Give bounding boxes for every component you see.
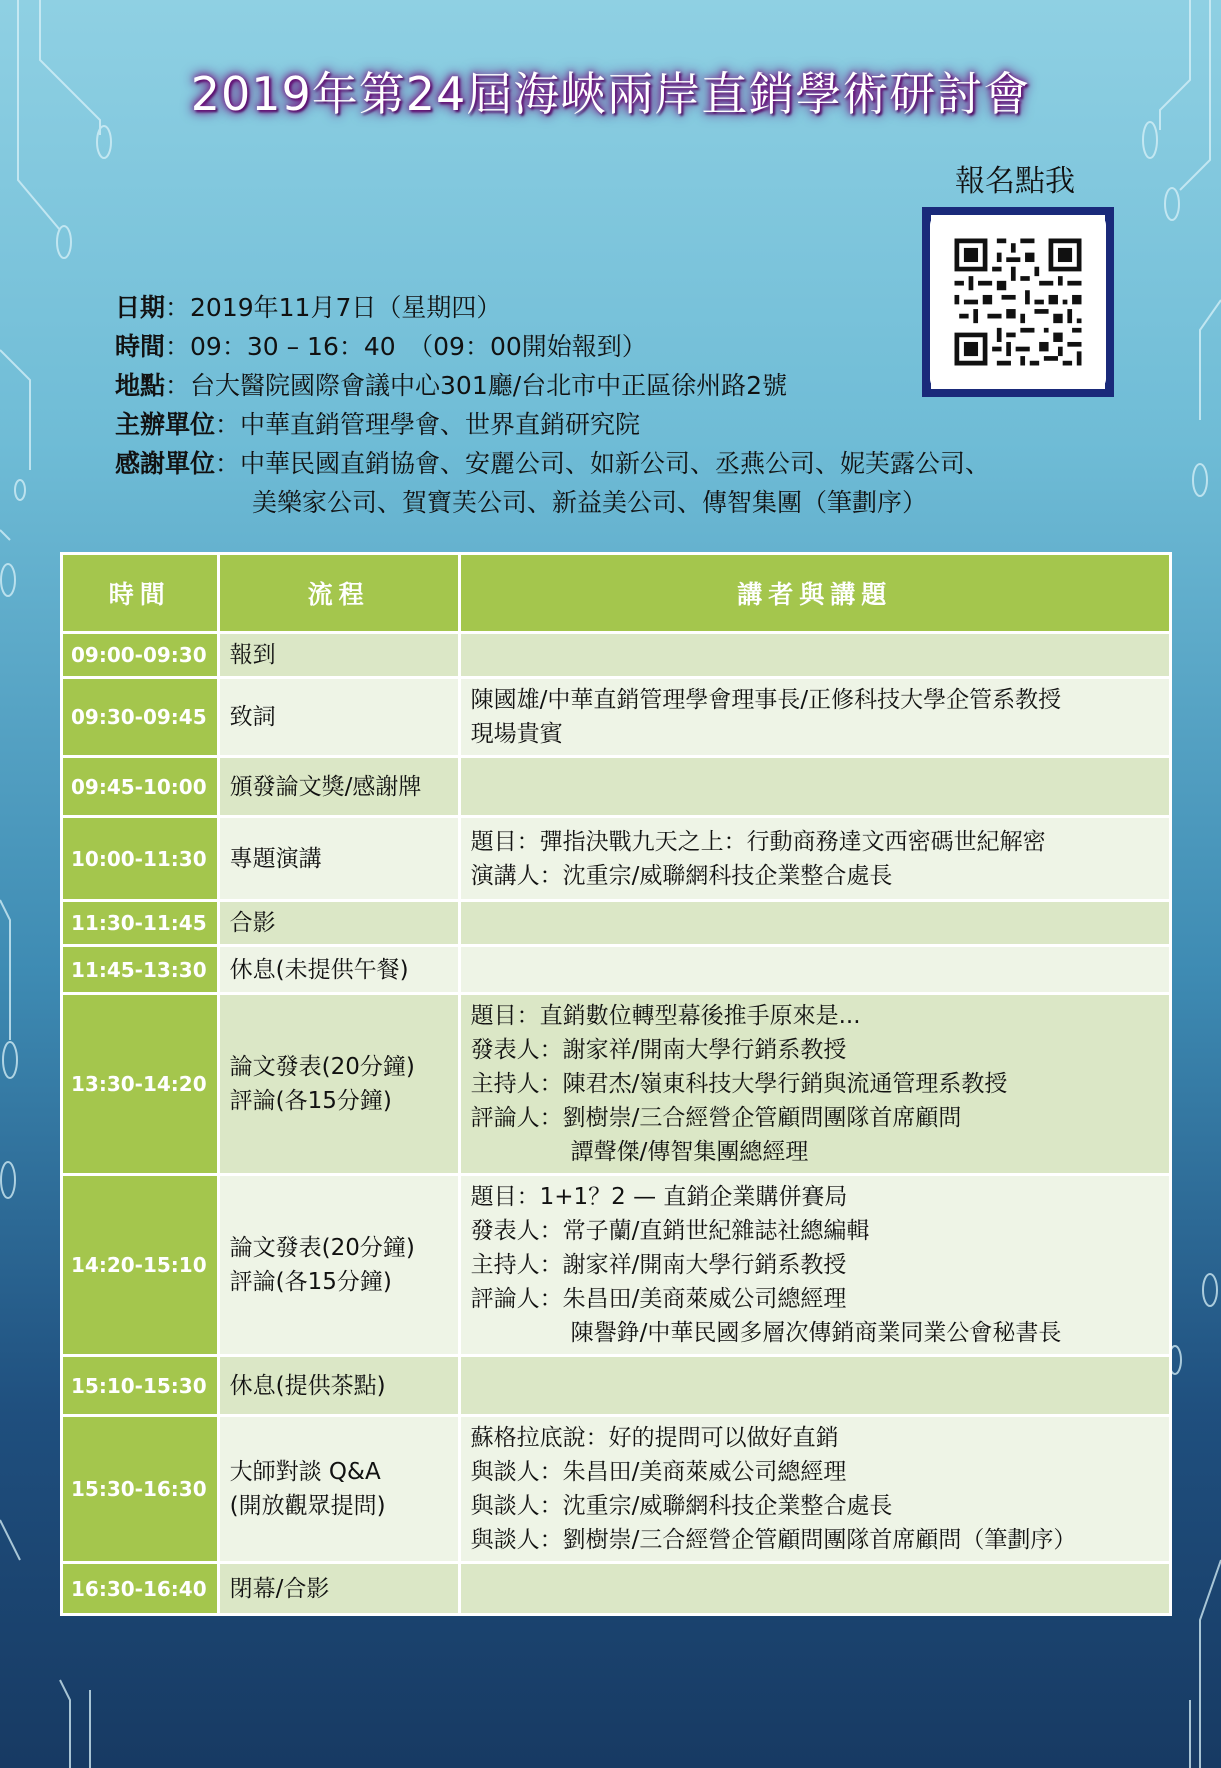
flow-line: 合影 <box>229 910 276 936</box>
venue-label: 地點 <box>115 371 166 400</box>
desc-line: 主持人：謝家祥/開南大學行銷系教授 <box>470 1252 847 1278</box>
header-speaker-topic: 講者與講題 <box>459 554 1170 633</box>
register-label[interactable]: 報名點我 <box>955 164 1075 199</box>
row-flow <box>218 901 459 946</box>
header-time: 時間 <box>62 554 219 633</box>
row-flow <box>218 757 459 817</box>
row-time: 15:10-15:30 <box>62 1356 219 1416</box>
row-flow <box>218 678 459 757</box>
row-time: 10:00-11:30 <box>62 817 219 901</box>
row-time: 15:30-16:30 <box>62 1416 219 1563</box>
table-row <box>62 678 1171 757</box>
row-flow <box>218 633 459 678</box>
desc-line: 題目：彈指決戰九天之上：行動商務達文西密碼世紀解密 <box>470 828 1046 855</box>
flow-line: 專題演講 <box>229 845 322 872</box>
row-flow <box>218 817 459 901</box>
flow-line: 休息(未提供午餐) <box>229 956 409 983</box>
flow-line: 評論(各15分鐘) <box>229 1269 392 1295</box>
flow-line: 論文發表(20分鐘) <box>229 1235 415 1261</box>
time-label: 時間 <box>115 332 166 361</box>
host-value: ：中華直銷管理學會、世界直銷研究院 <box>215 410 641 439</box>
row-flow <box>218 1175 459 1356</box>
table-row <box>62 946 1171 994</box>
desc-line: 演講人：沈重宗/威聯網科技企業整合處長 <box>470 862 893 889</box>
row-speaker-topic <box>459 1416 1170 1563</box>
venue-value: ：台大醫院國際會議中心301廳/台北市中正區徐州路2號 <box>165 371 788 400</box>
row-flow <box>218 994 459 1175</box>
row-speaker-topic <box>459 817 1170 901</box>
row-flow <box>218 1416 459 1563</box>
host-label: 主辦單位 <box>115 410 216 439</box>
table-row <box>62 633 1171 678</box>
row-speaker-topic <box>459 757 1170 817</box>
flow-line: (開放觀眾提問) <box>229 1493 386 1519</box>
row-speaker-topic <box>459 1356 1170 1416</box>
flow-line: 閉幕/合影 <box>229 1575 330 1602</box>
row-flow <box>218 1356 459 1416</box>
row-speaker-topic <box>459 1563 1170 1615</box>
row-speaker-topic <box>459 946 1170 994</box>
date-value: ：2019年11月7日（星期四） <box>165 293 502 322</box>
date-label: 日期 <box>115 293 166 322</box>
desc-line: 現場貴賓 <box>470 721 563 747</box>
flow-line: 致詞 <box>229 704 276 730</box>
header-flow: 流程 <box>218 554 459 633</box>
flow-line: 報到 <box>229 642 276 668</box>
row-time: 09:30-09:45 <box>62 678 219 757</box>
time-value: ：09：30 – 16：40 （09：00開始報到） <box>165 332 647 361</box>
venue-row <box>115 366 990 405</box>
desc-line: 題目：1+1？2 — 直銷企業購併賽局 <box>470 1184 848 1210</box>
table-row <box>62 901 1171 946</box>
desc-line: 評論人：朱昌田/美商萊威公司總經理 <box>470 1286 847 1312</box>
row-speaker-topic <box>459 1175 1170 1356</box>
table-row <box>62 1356 1171 1416</box>
row-time: 11:45-13:30 <box>62 946 219 994</box>
row-time: 13:30-14:20 <box>62 994 219 1175</box>
table-row <box>62 1416 1171 1563</box>
row-time: 14:20-15:10 <box>62 1175 219 1356</box>
row-speaker-topic <box>459 633 1170 678</box>
thanks-row-continued: 美樂家公司、賀寶芙公司、新益美公司、傳智集團（筆劃序） <box>252 488 928 517</box>
row-flow <box>218 946 459 994</box>
schedule-body <box>62 633 1171 1615</box>
desc-line: 題目：直銷數位轉型幕後推手原來是... <box>470 1003 861 1029</box>
desc-line: 發表人：謝家祥/開南大學行銷系教授 <box>470 1037 847 1063</box>
row-speaker-topic <box>459 678 1170 757</box>
table-row <box>62 1563 1171 1615</box>
flow-line: 論文發表(20分鐘) <box>229 1054 415 1080</box>
row-time: 09:45-10:00 <box>62 757 219 817</box>
flow-line: 休息(提供茶點) <box>229 1372 386 1399</box>
date-row <box>115 288 990 327</box>
thanks-label: 感謝單位 <box>115 449 216 478</box>
table-row <box>62 817 1171 901</box>
desc-line: 譚聲傑/傳智集團總經理 <box>570 1139 809 1165</box>
row-time: 09:00-09:30 <box>62 633 219 678</box>
row-speaker-topic <box>459 994 1170 1175</box>
schedule-table <box>60 552 1172 1616</box>
host-row <box>115 405 990 444</box>
row-time: 16:30-16:40 <box>62 1563 219 1615</box>
desc-line: 評論人：劉樹崇/三合經營企管顧問團隊首席顧問 <box>470 1105 962 1131</box>
time-row <box>115 327 990 366</box>
flow-line: 頒發論文獎/感謝牌 <box>229 773 422 800</box>
desc-line: 發表人：常子蘭/直銷世紀雜誌社總編輯 <box>470 1218 870 1244</box>
desc-line: 與談人：朱昌田/美商萊威公司總經理 <box>470 1459 847 1485</box>
event-info <box>115 288 990 522</box>
page-title: 2019年第24屆海峽兩岸直銷學術研討會 <box>190 67 1031 121</box>
desc-line: 蘇格拉底說：好的提問可以做好直銷 <box>470 1425 839 1451</box>
flow-line: 評論(各15分鐘) <box>229 1088 392 1114</box>
table-row <box>62 1175 1171 1356</box>
desc-line: 與談人：劉樹崇/三合經營企管顧問團隊首席顧問（筆劃序） <box>470 1527 1077 1553</box>
desc-line: 陳譽錚/中華民國多層次傳銷商業同業公會秘書長 <box>570 1320 1062 1346</box>
desc-line: 陳國雄/中華直銷管理學會理事長/正修科技大學企管系教授 <box>470 687 1062 713</box>
row-time: 11:30-11:45 <box>62 901 219 946</box>
thanks-row <box>115 444 990 483</box>
row-speaker-topic <box>459 901 1170 946</box>
table-header-row <box>62 554 1171 633</box>
desc-line: 與談人：沈重宗/威聯網科技企業整合處長 <box>470 1493 893 1519</box>
table-row <box>62 757 1171 817</box>
thanks-value: ：中華民國直銷協會、安麗公司、如新公司、丞燕公司、妮芙露公司、 <box>215 449 991 478</box>
table-row <box>62 994 1171 1175</box>
desc-line: 主持人：陳君杰/嶺東科技大學行銷與流通管理系教授 <box>470 1071 1008 1097</box>
row-flow <box>218 1563 459 1615</box>
flow-line: 大師對談 Q&A <box>229 1459 381 1485</box>
